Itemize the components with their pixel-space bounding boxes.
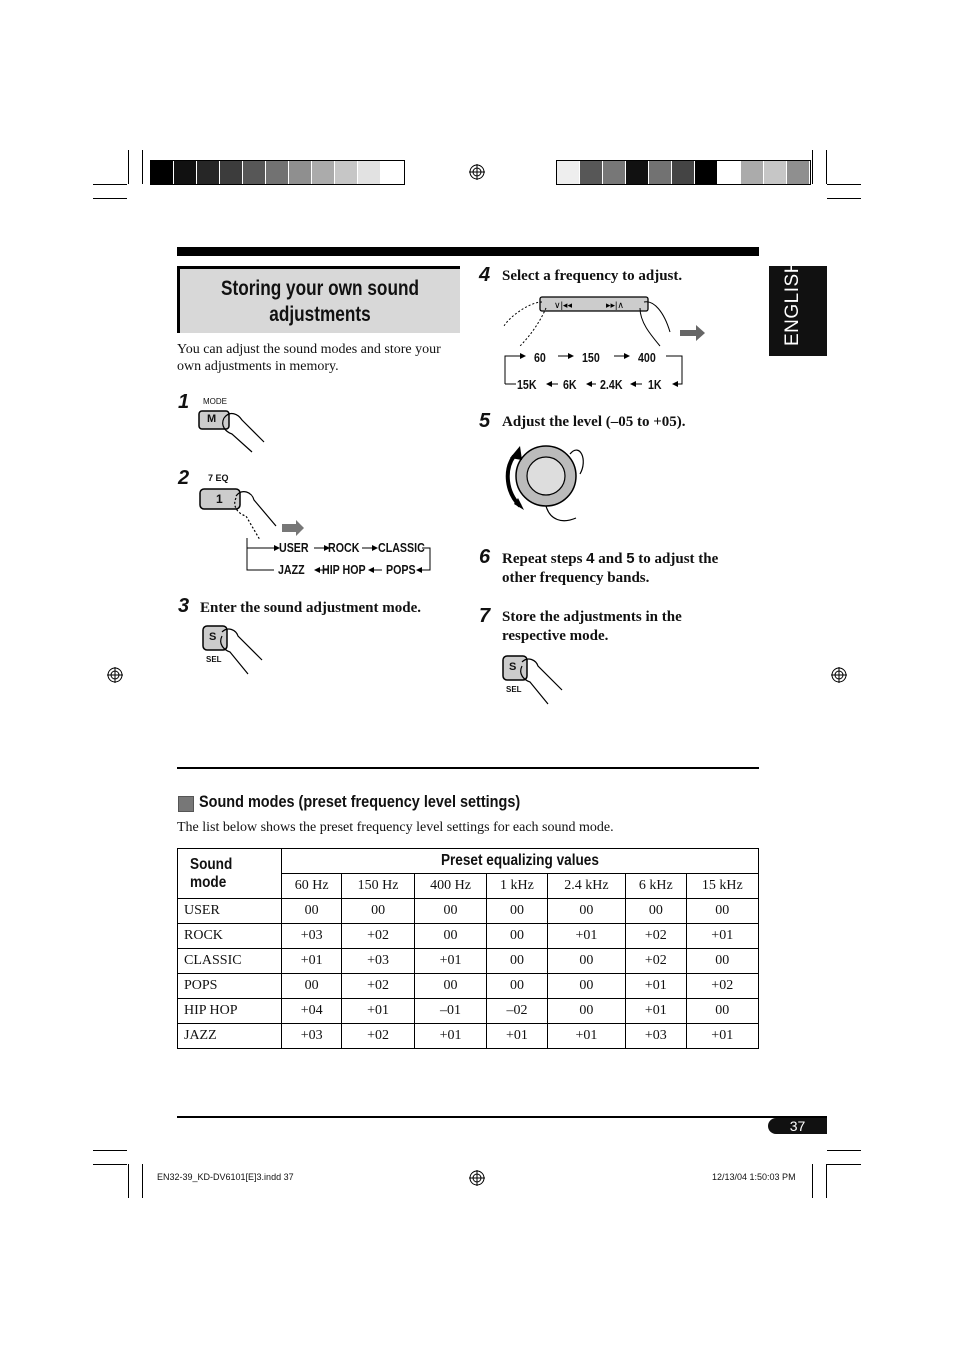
table-row xyxy=(178,949,759,974)
value-cell: 00 xyxy=(282,899,342,924)
crop-mark xyxy=(142,150,143,184)
button-caption: MODE xyxy=(203,397,227,406)
values-header: Preset equalizing values xyxy=(282,849,759,874)
value-cell: –01 xyxy=(414,999,486,1024)
value-cell: +01 xyxy=(547,924,626,949)
value-cell: +03 xyxy=(626,1024,686,1049)
column-header: 60 Hz xyxy=(282,874,342,899)
mode-pops: POPS xyxy=(386,562,416,577)
value-cell: +02 xyxy=(342,924,414,949)
mode-user: USER xyxy=(279,540,309,555)
registration-mark-icon xyxy=(469,164,485,180)
language-tab xyxy=(769,259,827,356)
value-cell: 00 xyxy=(686,999,759,1024)
table-row xyxy=(178,1024,759,1049)
crop-mark xyxy=(93,184,127,185)
step-text: Select a frequency to adjust. xyxy=(502,268,683,284)
value-cell: 00 xyxy=(414,974,486,999)
crop-mark xyxy=(142,1164,143,1198)
step-number: 1 xyxy=(178,391,190,413)
value-cell: +02 xyxy=(342,974,414,999)
step-number: 4 xyxy=(479,264,491,286)
language-label: ENGLISH xyxy=(782,259,803,346)
intro-text: You can adjust the sound modes and store your own adjustments in memory. xyxy=(177,342,441,374)
registration-mark-icon xyxy=(469,1170,485,1186)
value-cell: +01 xyxy=(547,1024,626,1049)
mode-cell: ROCK xyxy=(178,924,282,949)
sel-button-key: S xyxy=(209,631,217,643)
value-cell: –02 xyxy=(487,999,547,1024)
top-rule xyxy=(177,247,759,256)
mode-button-key: M xyxy=(207,413,217,425)
bottom-rule xyxy=(177,1116,827,1118)
mode-cell: CLASSIC xyxy=(178,949,282,974)
sel-button-caption: SEL xyxy=(206,655,222,664)
table-row xyxy=(178,924,759,949)
value-cell: +02 xyxy=(686,974,759,999)
step-number: 6 xyxy=(479,546,491,568)
sel-button-key: S xyxy=(509,661,517,673)
crop-mark xyxy=(826,1164,827,1198)
mode-cell: POPS xyxy=(178,974,282,999)
value-cell: +02 xyxy=(626,924,686,949)
table-row xyxy=(178,899,759,924)
grayscale-bar-left xyxy=(150,160,405,185)
value-cell: 00 xyxy=(487,924,547,949)
volume-dial-illustration xyxy=(500,436,592,528)
button-caption: 7 EQ xyxy=(208,473,229,483)
eq-button-press-illustration xyxy=(196,484,306,544)
value-cell: 00 xyxy=(487,974,547,999)
value-cell: 00 xyxy=(547,899,626,924)
value-cell: +01 xyxy=(282,949,342,974)
value-cell: 00 xyxy=(414,924,486,949)
registration-mark-icon xyxy=(107,667,123,683)
step-number: 5 xyxy=(479,410,491,432)
value-cell: 00 xyxy=(686,899,759,924)
mode-jazz: JAZZ xyxy=(278,562,305,577)
value-cell: 00 xyxy=(547,974,626,999)
mode-rock: ROCK xyxy=(328,540,360,555)
crop-mark xyxy=(128,1164,129,1198)
value-cell: +04 xyxy=(282,999,342,1024)
eq-button-key: 1 xyxy=(216,492,223,506)
freq-6k: 6K xyxy=(563,377,577,392)
crop-mark xyxy=(827,1150,861,1151)
column-header: 2.4 kHz xyxy=(547,874,626,899)
mode-hip-hop: HIP HOP xyxy=(322,562,366,577)
step-text: Store the adjustments in the respective mode. xyxy=(502,609,682,644)
svg-text:▸▸|∧: ▸▸|∧ xyxy=(606,300,624,310)
value-cell: 00 xyxy=(282,974,342,999)
step-number: 7 xyxy=(479,605,491,627)
value-cell: +03 xyxy=(342,949,414,974)
value-cell: 00 xyxy=(547,949,626,974)
freq-150: 150 xyxy=(582,350,600,365)
registration-mark-icon xyxy=(831,667,847,683)
step-text: Enter the sound adjustment mode. xyxy=(200,600,421,616)
page-number: 37 xyxy=(768,1118,827,1134)
svg-text:∨|◂◂: ∨|◂◂ xyxy=(554,300,572,310)
value-cell: +01 xyxy=(626,974,686,999)
page-title: Storing your own sound adjustments xyxy=(220,277,420,326)
value-cell: +01 xyxy=(686,1024,759,1049)
value-cell: 00 xyxy=(342,899,414,924)
crop-mark xyxy=(93,1164,127,1165)
value-cell: +02 xyxy=(626,949,686,974)
section-intro: The list below shows the preset frequency level settings for each sound mode. xyxy=(177,820,614,835)
crop-mark xyxy=(812,1164,813,1198)
step-text: Repeat steps 4 and 5 to adjust the other frequency bands. xyxy=(502,550,719,586)
value-cell: +01 xyxy=(686,924,759,949)
value-cell: +01 xyxy=(487,1024,547,1049)
mode-cell: USER xyxy=(178,899,282,924)
crop-mark xyxy=(826,150,827,184)
table-row xyxy=(178,974,759,999)
freq-1k: 1K xyxy=(648,377,662,392)
value-cell: +01 xyxy=(414,949,486,974)
freq-400: 400 xyxy=(638,350,656,365)
mode-cell: JAZZ xyxy=(178,1024,282,1049)
section-divider xyxy=(177,767,759,769)
mode-cell: HIP HOP xyxy=(178,999,282,1024)
value-cell: +02 xyxy=(342,1024,414,1049)
crop-mark xyxy=(93,1150,127,1151)
value-cell: 00 xyxy=(626,899,686,924)
value-cell: 00 xyxy=(414,899,486,924)
value-cell: 00 xyxy=(487,899,547,924)
freq-2-4k: 2.4K xyxy=(600,377,623,392)
grayscale-bar-right xyxy=(556,160,811,185)
frequency-select-illustration xyxy=(500,292,710,348)
value-cell: +01 xyxy=(626,999,686,1024)
sound-mode-header: Sound mode xyxy=(178,849,282,899)
step-text: Adjust the level (–05 to +05). xyxy=(502,414,686,430)
footer-file-info: EN32-39_KD-DV6101[E]3.indd 37 xyxy=(157,1172,294,1182)
crop-mark xyxy=(827,184,861,185)
eq-table xyxy=(177,848,759,1049)
column-header: 1 kHz xyxy=(487,874,547,899)
step-number: 2 xyxy=(178,467,190,489)
column-header: 6 kHz xyxy=(626,874,686,899)
crop-mark xyxy=(827,1164,861,1165)
mode-classic: CLASSIC xyxy=(378,540,425,555)
column-header: 150 Hz xyxy=(342,874,414,899)
table-row xyxy=(178,999,759,1024)
value-cell: +01 xyxy=(414,1024,486,1049)
section-marker-icon xyxy=(178,796,194,812)
section-title: Sound modes (preset frequency level settings) xyxy=(199,792,521,811)
crop-mark xyxy=(812,150,813,184)
value-cell: 00 xyxy=(686,949,759,974)
crop-mark xyxy=(93,198,127,199)
value-cell: 00 xyxy=(547,999,626,1024)
freq-15k: 15K xyxy=(517,377,537,392)
value-cell: +01 xyxy=(342,999,414,1024)
value-cell: +03 xyxy=(282,1024,342,1049)
footer-timestamp: 12/13/04 1:50:03 PM xyxy=(712,1172,796,1182)
column-header: 15 kHz xyxy=(686,874,759,899)
crop-mark xyxy=(827,198,861,199)
title-box xyxy=(177,266,460,333)
column-header: 400 Hz xyxy=(414,874,486,899)
sel-button-caption: SEL xyxy=(506,685,522,694)
value-cell: +03 xyxy=(282,924,342,949)
value-cell: 00 xyxy=(487,949,547,974)
step-number: 3 xyxy=(178,595,190,617)
freq-60: 60 xyxy=(534,350,546,365)
crop-mark xyxy=(128,150,129,184)
